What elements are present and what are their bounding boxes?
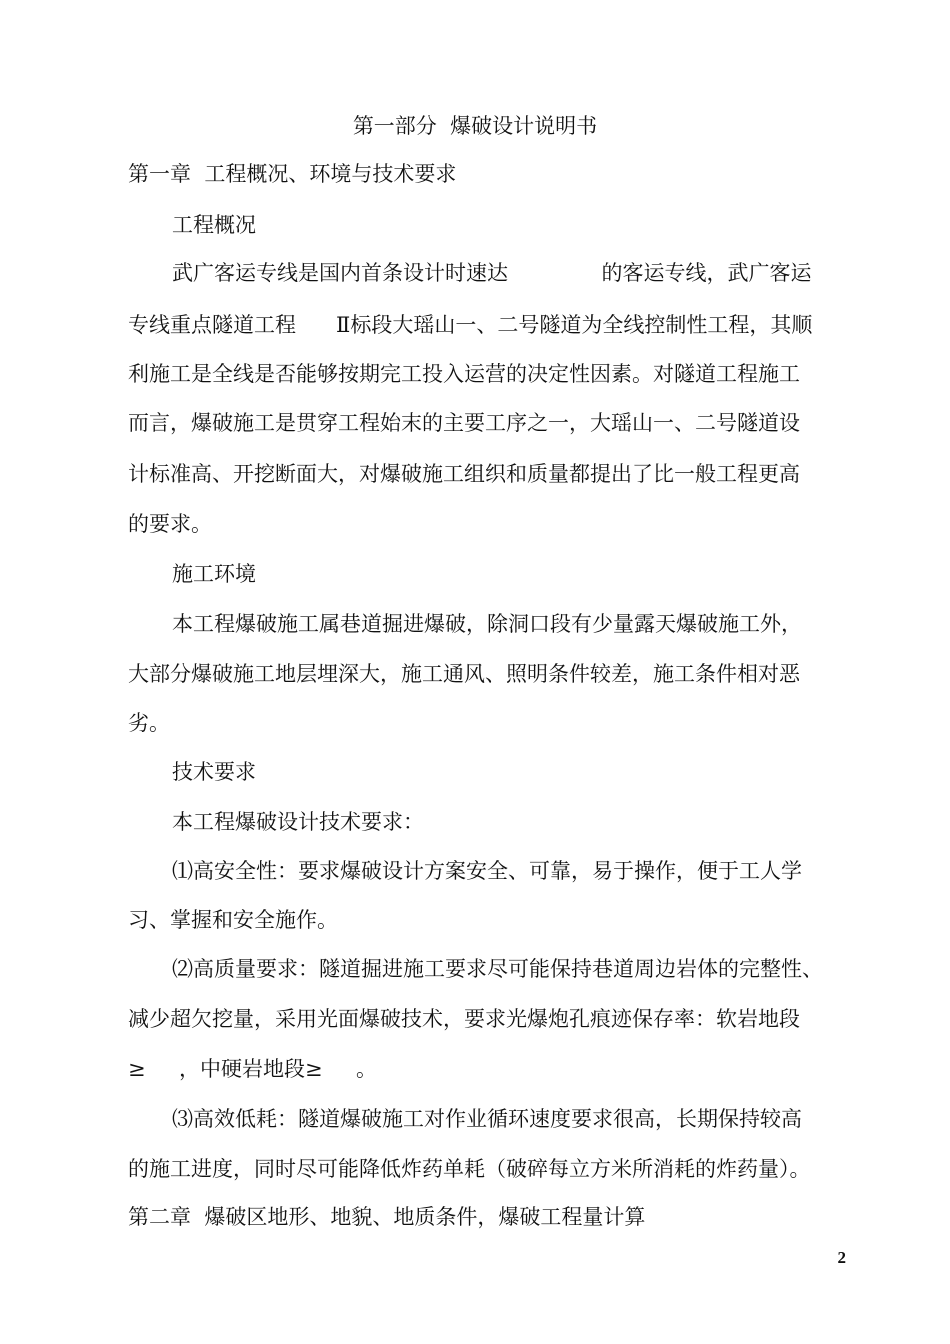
page-number: 2 <box>837 1248 846 1267</box>
paragraph-line: 武广客运专线是国内首条设计时速达 的客运专线，武广客运 <box>172 261 812 285</box>
paragraph-line: 劣。 <box>128 711 170 735</box>
list-item-line: 的施工进度，同时尽可能降低炸药单耗（破碎每立方米所消耗的炸药量）。 <box>128 1157 811 1181</box>
section-heading-requirements: 技术要求 <box>172 760 256 784</box>
paragraph-line: 大部分爆破施工地层埋深大，施工通风、照明条件较差，施工条件相对恶 <box>128 662 800 686</box>
chapter-2-heading: 第二章 爆破区地形、地貌、地质条件，爆破工程量计算 <box>128 1205 646 1229</box>
paragraph-line: 利施工是全线是否能够按期完工投入运营的决定性因素。对隧道工程施工 <box>128 362 800 386</box>
list-item-line: ⑶高效低耗：隧道爆破施工对作业循环速度要求很高，长期保持较高 <box>172 1107 802 1131</box>
section-heading-overview: 工程概况 <box>172 213 256 237</box>
document-title: 第一部分 爆破设计说明书 <box>352 114 598 138</box>
paragraph-line: 计标准高、开挖断面大，对爆破施工组织和质量都提出了比一般工程更高 <box>128 462 800 486</box>
list-item-line: 减少超欠挖量，采用光面爆破技术，要求光爆炮孔痕迹保存率：软岩地段 <box>128 1007 800 1031</box>
section-heading-environment: 施工环境 <box>172 562 256 586</box>
list-item-line: 习、掌握和安全施作。 <box>128 908 338 932</box>
list-item-line: ⑴高安全性：要求爆破设计方案安全、可靠，易于操作，便于工人学 <box>172 859 802 883</box>
paragraph-line: 专线重点隧道工程 Ⅱ标段大瑶山一、二号隧道为全线控制性工程，其顺 <box>128 313 813 337</box>
paragraph-line: 而言，爆破施工是贯穿工程始末的主要工序之一，大瑶山一、二号隧道设 <box>128 411 800 435</box>
chapter-1-heading: 第一章 工程概况、环境与技术要求 <box>128 162 457 186</box>
paragraph-line: 本工程爆破施工属巷道掘进爆破，除洞口段有少量露天爆破施工外， <box>172 612 802 636</box>
list-item-line: ≥ ，中硬岩地段≥ 。 <box>128 1057 377 1081</box>
paragraph-line: 的要求。 <box>128 512 212 536</box>
list-item-line: ⑵高质量要求：隧道掘进施工要求尽可能保持巷道周边岩体的完整性、 <box>172 957 823 981</box>
paragraph-line: 本工程爆破设计技术要求： <box>172 810 424 834</box>
